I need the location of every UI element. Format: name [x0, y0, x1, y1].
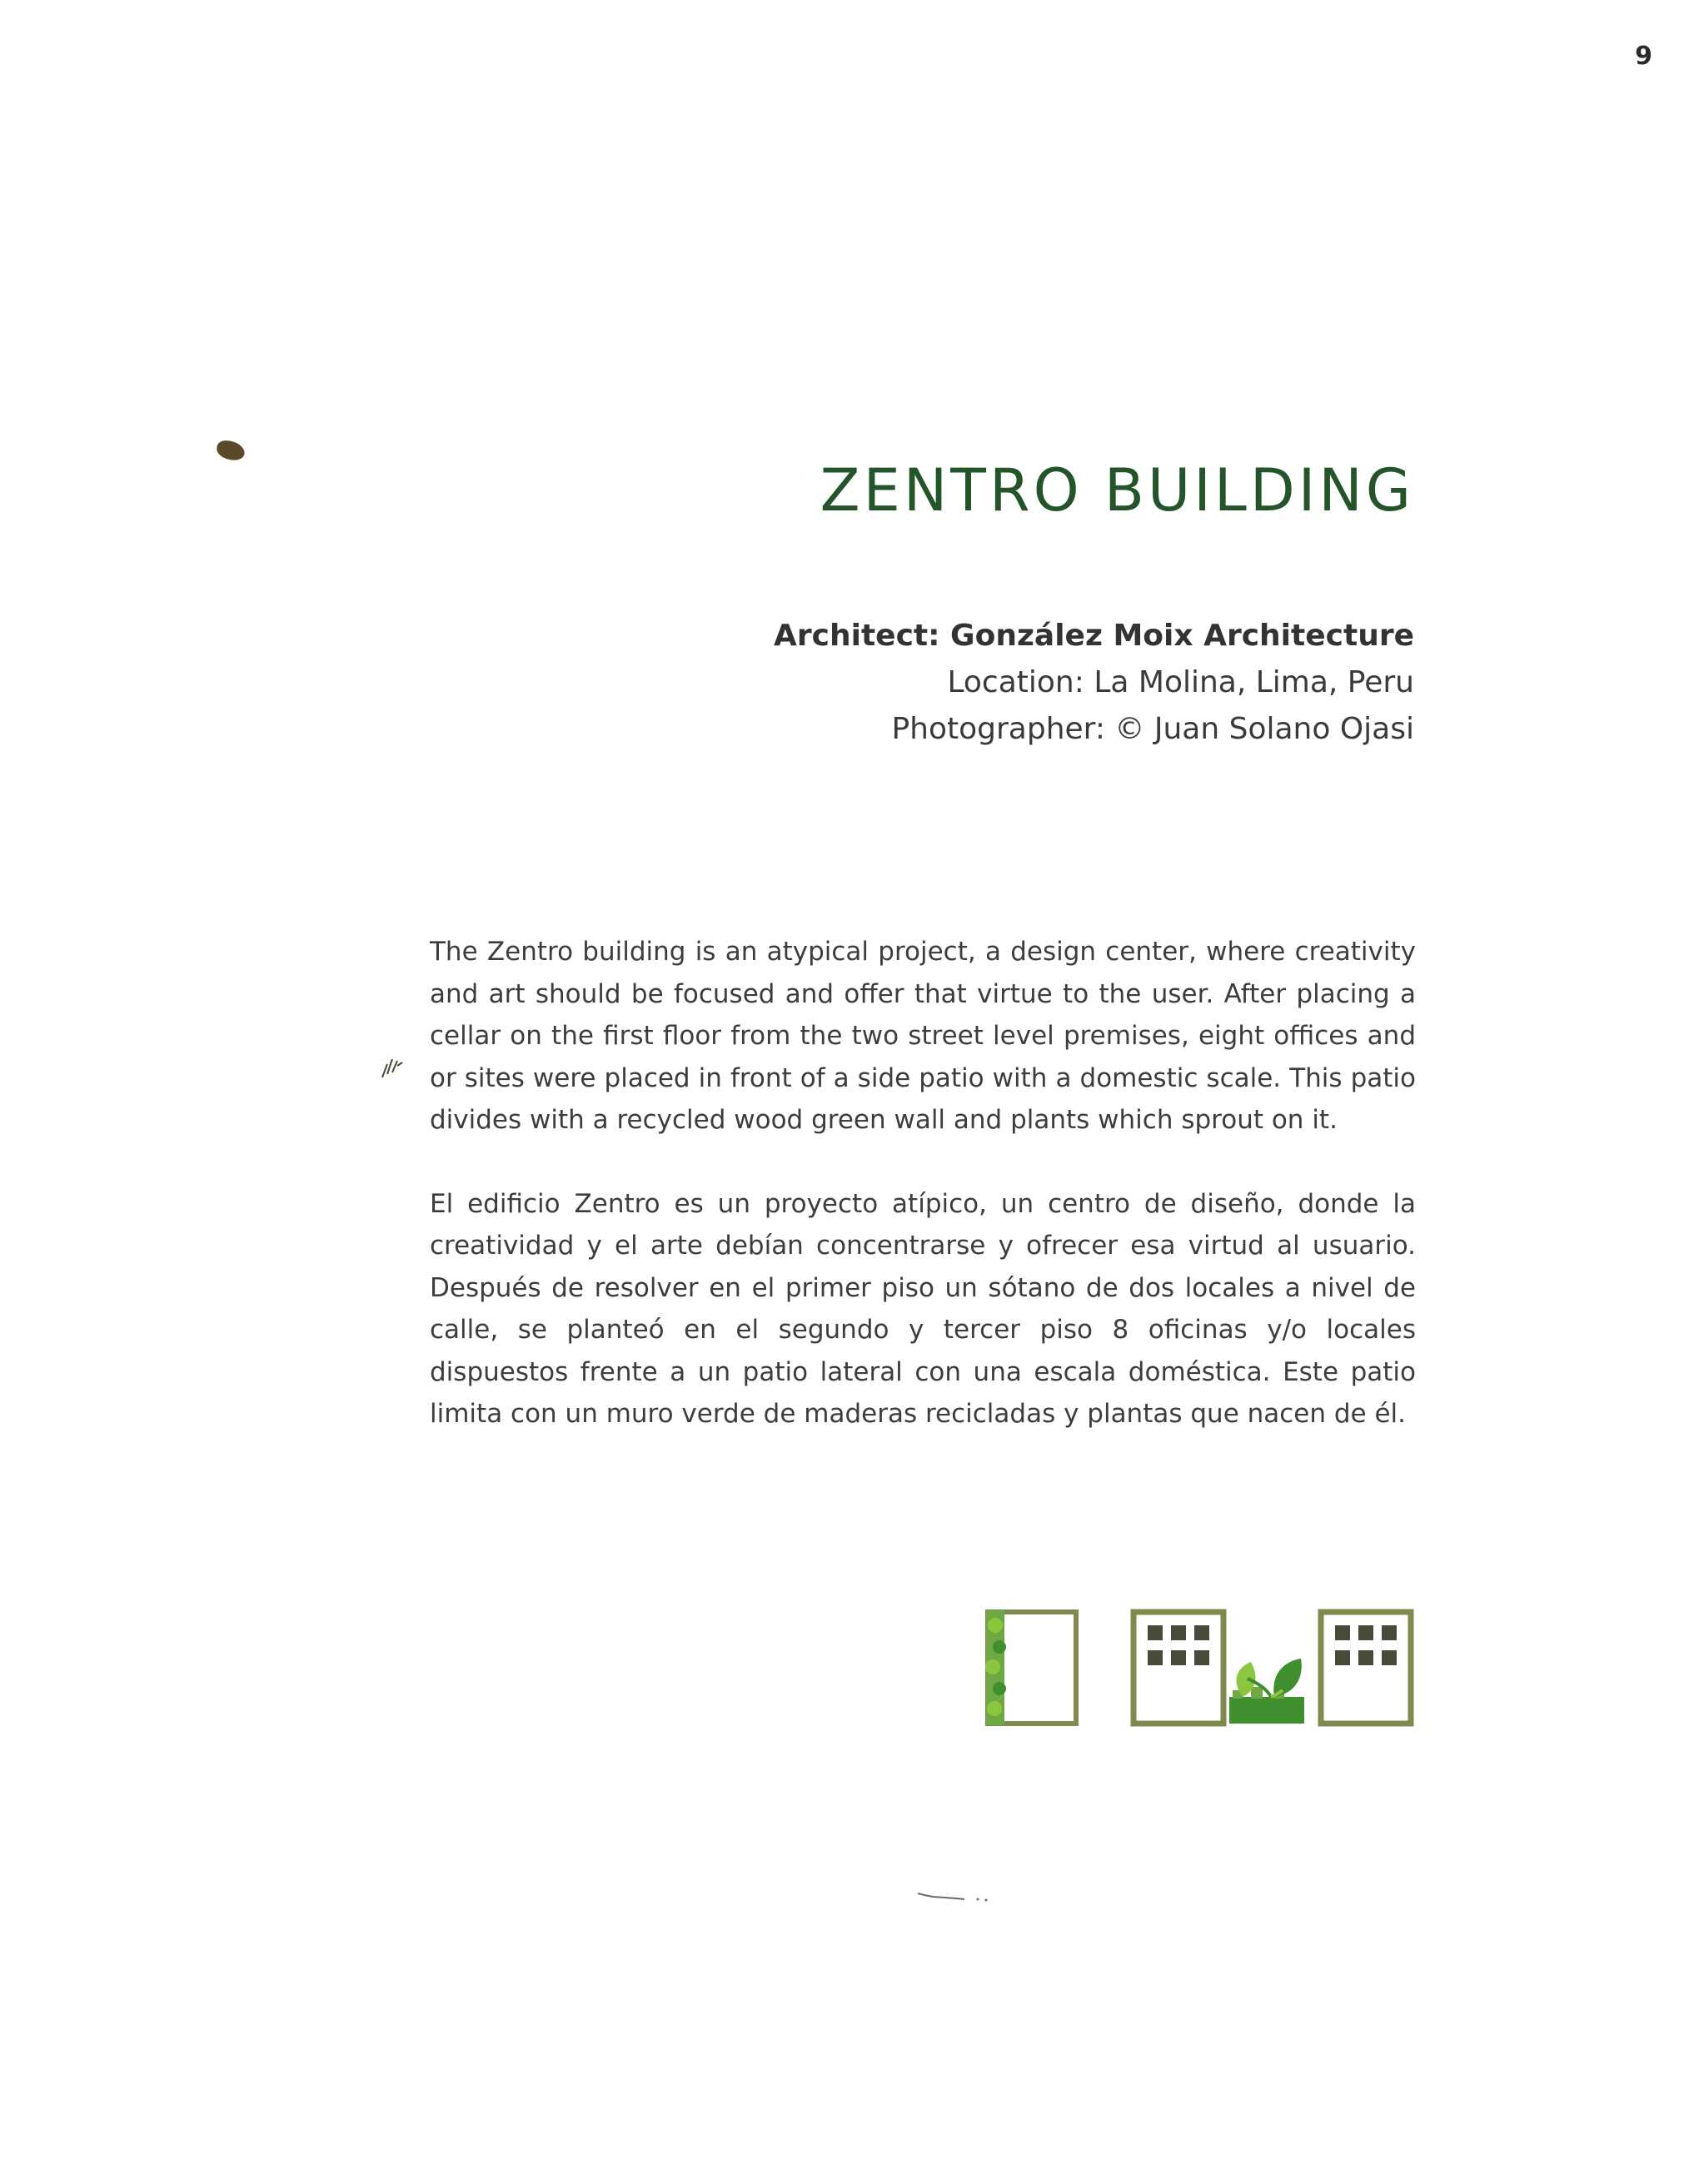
project-credits	[774, 613, 1414, 753]
photographer-credit: Photographer: © Juan Solano Ojasi	[891, 712, 1414, 746]
scan-speck	[916, 1890, 991, 1902]
page-number: 9	[1635, 42, 1652, 71]
feature-icons	[983, 1607, 1416, 1732]
page-title: ZENTRO BUILDING	[820, 456, 1414, 525]
description-spanish: El edificio Zentro es un proyecto atípico, un centro de diseño, donde la creatividad y el arte debían concentrarse y ofrecer esa virtud al usuario. Después de resolver en el primer piso un sótano de dos locales a nivel de calle, se planteó en el segundo y tercer piso 8 oficinas y/o locales dispuestos frente a un patio lateral con una escala doméstica. Este patio limita con un muro verde de maderas recicladas y plantas que nacen de él.	[430, 1188, 1416, 1429]
scan-speck	[215, 439, 247, 463]
location-credit: Location: La Molina, Lima, Peru	[947, 665, 1414, 699]
office-building-icon	[1321, 1612, 1411, 1724]
project-description	[430, 931, 1416, 1477]
plant-leaves-icon	[1229, 1659, 1304, 1724]
scan-speck	[379, 1056, 404, 1079]
architect-credit: Architect: González Moix Architecture	[774, 619, 1414, 653]
green-wall-icon	[985, 1610, 1076, 1725]
office-building-icon	[1134, 1612, 1223, 1724]
description-english: The Zentro building is an atypical project, a design center, where creativity and art should be focused and offer that virtue to the user. After placing a cellar on the first floor from the two street level premises, eight offices and or sites were placed in front of a side patio with a domestic scale. This patio divides with a recycled wood green wall and plants which sprout on it.	[430, 937, 1416, 1135]
